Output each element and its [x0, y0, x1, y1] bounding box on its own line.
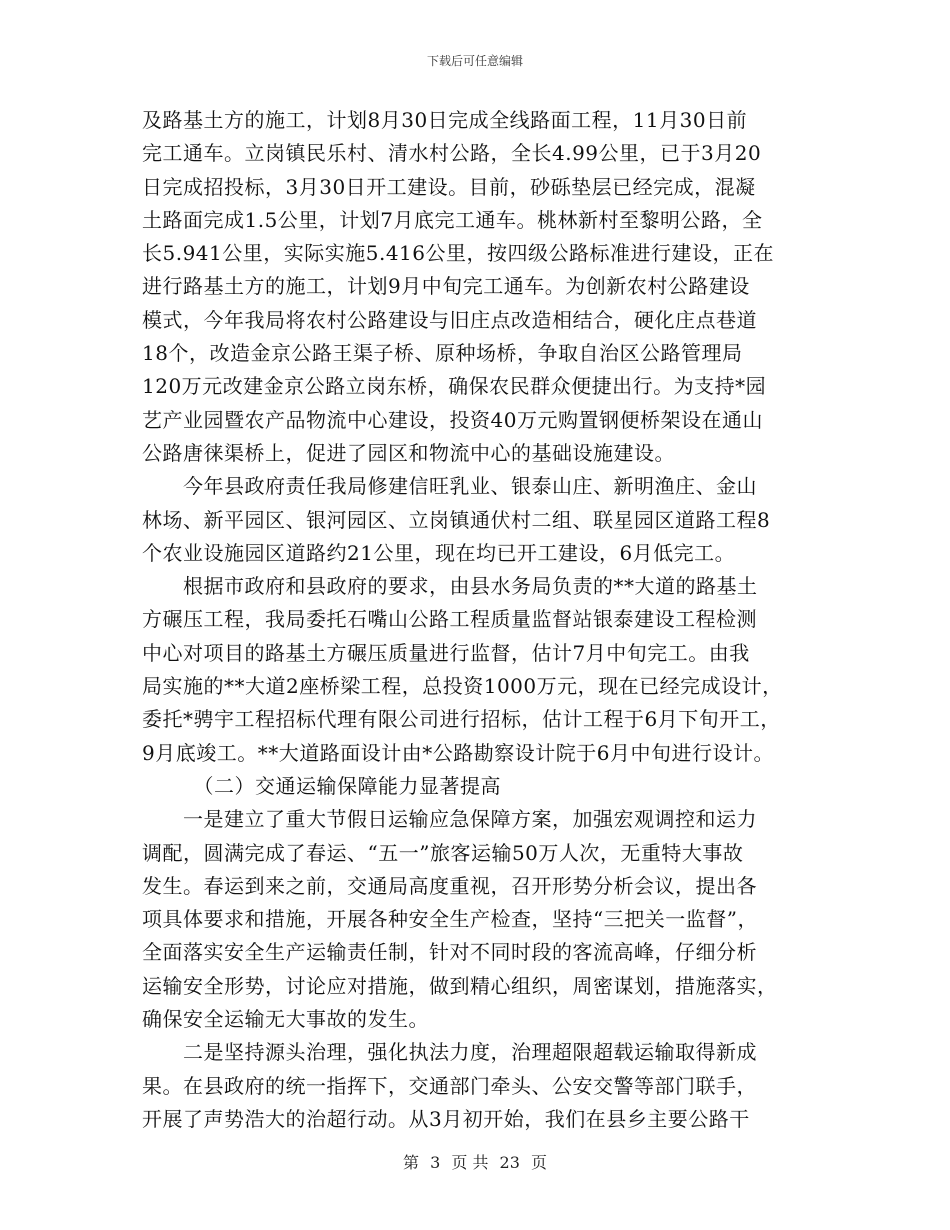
document-body — [142, 104, 812, 1136]
text-line: 项具体要求和措施，开展各种安全生产检查，坚持“三把关一监督”， — [142, 907, 758, 932]
page-footer — [0, 1150, 950, 1173]
text-line: 发生。春运到来之前，交通局高度重视，召开形势分析会议，提出各 — [142, 873, 757, 898]
text-line: 完工通车。立岗镇民乐村、清水村公路，全长4.99公里，已于3月20 — [142, 141, 762, 166]
text-line: 二是坚持源头治理，强化执法力度，治理超限超载运输取得新成 — [142, 1040, 757, 1065]
text-line: 个农业设施园区道路约21公里，现在均已开工建设，6月低完工。 — [142, 540, 736, 565]
text-line: 局实施的**大道2座桥梁工程，总投资1000万元，现在已经完成设计， — [142, 674, 783, 699]
section-heading: （二）交通运输保障能力显著提高 — [142, 773, 501, 798]
footer-middle: 页 共 — [451, 1153, 489, 1172]
text-line: 根据市政府和县政府的要求，由县水务局负责的**大道的路基土 — [142, 574, 758, 599]
text-line: 9月底竣工。**大道路面设计由*公路勘察设计院于6月中旬进行设计。 — [142, 740, 774, 765]
text-line: 林场、新平园区、银河园区、立岗镇通伏村二组、联星园区道路工程8 — [142, 507, 771, 532]
text-line: 委托*骋宇工程招标代理有限公司进行招标，估计工程于6月下旬开工， — [142, 707, 781, 732]
text-line: 今年县政府责任我局修建信旺乳业、银泰山庄、新明渔庄、金山 — [142, 474, 757, 499]
text-line: 果。在县政府的统一指挥下，交通部门牵头、公安交警等部门联手， — [142, 1073, 757, 1098]
total-pages: 23 — [499, 1153, 520, 1172]
text-line: 方碾压工程，我局委托石嘴山公路工程质量监督站银泰建设工程检测 — [142, 607, 757, 632]
text-line: 调配，圆满完成了春运、“五一”旅客运输50万人次，无重特大事故 — [142, 840, 744, 865]
text-line: 及路基土方的施工，计划8月30日完成全线路面工程，11月30日前 — [142, 108, 748, 132]
text-line: 一是建立了重大节假日运输应急保障方案，加强宏观调控和运力 — [142, 807, 757, 832]
text-line: 全面落实安全生产运输责任制，针对不同时段的客流高峰，仔细分析 — [142, 940, 757, 965]
text-line: 艺产业园暨农产品物流中心建设，投资40万元购置钢便桥架设在通山 — [142, 407, 763, 432]
text-line: 日完成招投标，3月30日开工建设。目前，砂砾垫层已经完成，混凝 — [142, 174, 756, 199]
text-line: 中心对项目的路基土方碾压质量进行监督，估计7月中旬完工。由我 — [142, 640, 750, 665]
text-line: 18个，改造金京公路王渠子桥、原种场桥，争取自治区公路管理局 — [142, 341, 743, 366]
footer-suffix: 页 — [531, 1153, 548, 1172]
text-line: 进行路基土方的施工，计划9月中旬完工通车。为创新农村公路建设 — [142, 274, 750, 299]
text-line: 土路面完成1.5公里，计划7月底完工通车。桃林新村至黎明公路，全 — [142, 207, 763, 232]
text-line: 120万元改建金京公路立岗东桥，确保农民群众便捷出行。为支持*园 — [142, 374, 767, 399]
text-line: 开展了声势浩大的治超行动。从3月初开始，我们在县乡主要公路干 — [142, 1106, 750, 1131]
text-line: 公路唐徕渠桥上，促进了园区和物流中心的基础设施建设。 — [142, 440, 675, 465]
text-line: 模式，今年我局将农村公路建设与旧庄点改造相结合，硬化庄点巷道 — [142, 307, 757, 332]
page-header: 下载后可任意编辑 — [426, 54, 523, 68]
text-line: 运输安全形势，讨论应对措施，做到精心组织，周密谋划，措施落实， — [142, 973, 778, 998]
text-line: 确保安全运输无大事故的发生。 — [142, 1007, 429, 1032]
footer-prefix: 第 — [402, 1153, 419, 1172]
current-page-number: 3 — [430, 1153, 441, 1172]
text-line: 长5.941公里，实际实施5.416公里，按四级公路标准进行建设，正在 — [142, 241, 775, 266]
